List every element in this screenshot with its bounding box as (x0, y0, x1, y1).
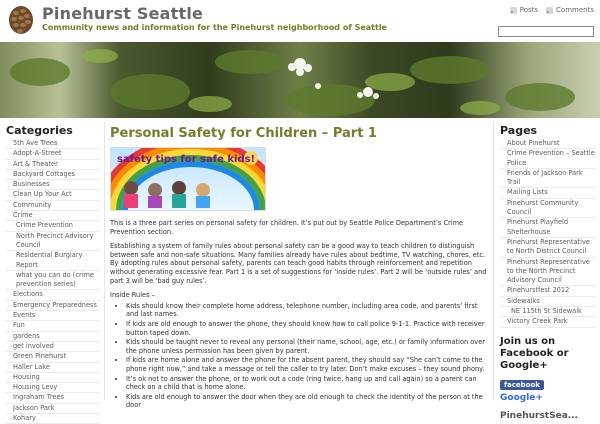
facebook-button[interactable]: facebook (500, 380, 544, 390)
comments-feed-link[interactable] (546, 6, 594, 14)
category-link[interactable]: Adopt-A-Street (6, 149, 100, 159)
site-title[interactable]: Pinehurst Seattle (42, 4, 204, 23)
category-link[interactable]: Art & Theater (6, 160, 100, 170)
categories-sidebar (6, 124, 100, 424)
post-body (110, 219, 488, 410)
category-link[interactable]: Events (6, 311, 100, 321)
category-link[interactable]: Housing (6, 373, 100, 383)
category-link[interactable]: Kohary (6, 414, 100, 424)
category-link[interactable]: Community (6, 201, 100, 211)
post-intro: This is a three part series on personal safety for children. It’s put out by Seattle Police Department’s Crime Prevention section. (110, 219, 464, 236)
page-link[interactable]: Friends of Jackson Park Trail (500, 169, 596, 189)
page-link[interactable]: Crime Prevention – Seattle Police (500, 149, 596, 169)
rule-item: • If kids are old enough to answer the phone, they should know how to call police 9-1-1. Practice with receiver button taped down. (126, 320, 488, 337)
category-link[interactable]: Emergency Preparedness (6, 301, 100, 311)
rules-list (110, 302, 488, 410)
safety-tips-image (110, 147, 266, 211)
page-link[interactable]: Sidewalks (500, 297, 596, 307)
page-link[interactable]: Victory Creek Park (500, 317, 596, 327)
category-link[interactable]: Businesses (6, 180, 100, 190)
category-link[interactable]: Fun (6, 321, 100, 331)
feed-links (510, 6, 594, 14)
category-link[interactable]: gardens (6, 332, 100, 342)
rule-item: • If kids are home alone and answer the phone for the absent parent, they should say “She can’t come to the phone right now,” and take a message or tell the caller to try later. Don’t make excuses – they sound phony. (126, 356, 488, 373)
google-plus-button[interactable] (500, 393, 596, 403)
posts-feed-link[interactable] (510, 6, 538, 14)
category-link[interactable]: Residential Burglary Report (6, 251, 100, 271)
page-link[interactable]: Pinehurst Representative to North District Council (500, 238, 596, 258)
category-link[interactable]: 5th Ave Trees (6, 139, 100, 149)
category-link[interactable]: get involved (6, 342, 100, 352)
page-link[interactable]: Mailing Lists (500, 188, 596, 198)
post-title[interactable]: Personal Safety for Children – Part 1 (110, 126, 377, 141)
page-link[interactable]: About Pinehurst (500, 139, 596, 149)
header-banner-image (0, 42, 600, 118)
category-link[interactable]: Crime (6, 211, 100, 221)
google-plus-label: Google+ (500, 392, 543, 403)
page-link[interactable]: Pinehurst Community Council (500, 199, 596, 219)
search-input[interactable] (498, 26, 594, 37)
pinecone-logo-icon[interactable] (6, 3, 36, 35)
category-link[interactable]: Jackson Park (6, 404, 100, 414)
category-link[interactable]: Green Pinehurst (6, 352, 100, 362)
rule-item: • It’s ok not to answer the phone, or to work out a code (ring twice, hang up and call again) so a parent can check on a child that is home alone. (126, 375, 488, 392)
category-link[interactable]: what you can do (crime prevention series) (6, 271, 100, 291)
main-content (104, 122, 494, 410)
page-link[interactable]: Pinehurst Playfield Shelterhouse (500, 218, 596, 238)
page-link[interactable]: NE 115th St Sidewalk (500, 307, 596, 317)
category-link[interactable]: Clean Up Your Act (6, 190, 100, 200)
pages-list (500, 139, 596, 328)
category-link[interactable]: Ingraham Trees (6, 393, 100, 403)
categories-title: Categories (6, 124, 73, 137)
category-link[interactable]: Backyard Cottages (6, 170, 100, 180)
next-widget-title: PinehurstSea... (500, 410, 579, 421)
posts-feed-label: Posts (519, 6, 539, 14)
rule-item: • Kids should know their complete home address, telephone number, including area code, and parents’ first and last names. (126, 302, 488, 319)
categories-list (6, 139, 100, 424)
rules-heading: Inside Rules – (110, 291, 155, 300)
safety-tips-illustration (111, 148, 265, 210)
pages-sidebar (500, 124, 596, 421)
page-link[interactable]: Pinehurst Representative to the North Precinct Advisory Council (500, 258, 596, 287)
banner-foliage-illustration (0, 42, 600, 118)
site-description: Community news and information for the Pinehurst neighborhood of Seattle (42, 23, 387, 32)
comments-feed-label: Comments (556, 6, 594, 14)
rss-icon (546, 7, 553, 14)
category-link[interactable]: Haller Lake (6, 363, 100, 373)
category-link[interactable]: Housing Levy (6, 383, 100, 393)
pages-title: Pages (500, 124, 538, 137)
rule-item: • Kids are old enough to answer the door when they are old enough to check the identity of the person at the door (126, 393, 488, 410)
category-link[interactable]: Crime Prevention (6, 221, 100, 231)
page-link[interactable]: Pinehurstfest 2012 (500, 286, 596, 296)
post-paragraph: Establishing a system of family rules about personal safety can be a good way to teach children to distinguish between safe and non-safe situations. Many families already have rules about bedtime, TV watching, chores, etc. By adopting rules about personal safety, parents can teach good habits through reinforcement and repetition without generating excessive fear. Part 1 is a set of suggestions for ‘inside rules’. Part 2 will be ‘outside rules’ and part 3 will be ‘bad guy rules’. (110, 242, 487, 285)
category-link[interactable]: North Precinct Advisory Council (6, 232, 100, 252)
rule-item: • Kids should be taught never to reveal any personal (their name, school, age, etc.) or family information over the phone unless permission has been given by parent. (126, 338, 488, 355)
social-widget-title: Join us on Facebook or Google+ (500, 335, 569, 371)
rss-icon (510, 7, 517, 14)
site-header (0, 0, 600, 42)
category-link[interactable]: Elections (6, 290, 100, 300)
safety-tips-image-text: safety tips for safe kids! (117, 154, 256, 165)
